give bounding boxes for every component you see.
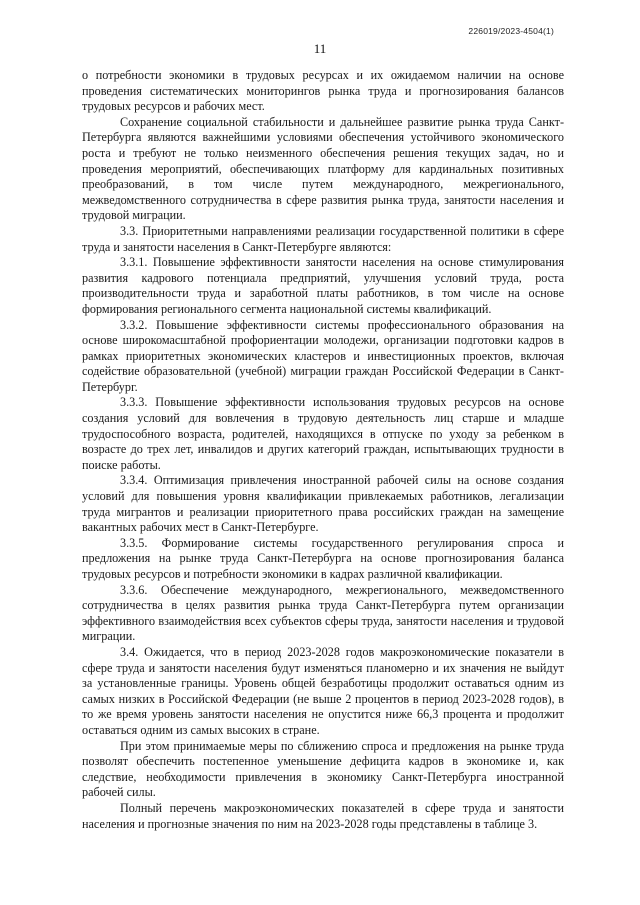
paragraph-table-reference: Полный перечень макроэкономических показателей в сфере труда и занятости населения и прогнозные значения по ним на 2023-2028 годы представлены в таблице 3.	[82, 800, 564, 831]
paragraph-3-3-6: 3.3.6. Обеспечение международного, межрегионального, межведомственного сотрудничества в целях развития рынка труда Санкт-Петербурга путем организации эффективного взаимодействия всех субъектов сферы труда, занятости населения и трудовой миграции.	[82, 582, 564, 644]
paragraph-3-3-3: 3.3.3. Повышение эффективности использования трудовых ресурсов на основе создания условий для вовлечения в трудовую деятельность лиц старше и младше трудоспособного возраста, родителей, находящихся в отпуске по уходу за ребенком в возрасте до трех лет, инвалидов и других категорий граждан, испытывающих трудности в поиске работы.	[82, 395, 564, 472]
paragraph-3-3-5: 3.3.5. Формирование системы государственного регулирования спроса и предложения на рынке труда Санкт-Петербурга на основе прогнозирования баланса трудовых ресурсов и потребности экономики в кадрах различной квалификации.	[82, 535, 564, 581]
paragraph-social-stability: Сохранение социальной стабильности и дальнейшее развитие рынка труда Санкт-Петербурга являются важнейшими условиями обеспечения устойчивого экономического роста и требуют не только неизменного обеспечения решения текущих задач, но и проведения мероприятий, обеспечивающих платформу для кардинальных позитивных преобразований, в том числе путем международного, межрегионального, межведомственного сотрудничества в сфере развития рынка труда, занятости населения и трудовой миграции.	[82, 114, 564, 223]
page-number: 11	[313, 41, 327, 56]
document-body	[82, 68, 564, 832]
paragraph-3-3-2: 3.3.2. Повышение эффективности системы профессионального образования на основе широкомасштабной профориентации молодежи, организации подготовки кадров в рамках приоритетных экономических кластеров и инвестиционных проектов, включая содействие образовательной (учебной) миграции граждан Российской Федерации в Санкт-Петербург.	[82, 317, 564, 394]
paragraph-measures: При этом принимаемые меры по сближению спроса и предложения на рынке труда позволят обеспечить постепенное уменьшение дефицита кадров в экономике и, как следствие, необходимости привлечения в экономику Санкт-Петербурга иностранной рабочей силы.	[82, 738, 564, 800]
paragraph-3-3: 3.3. Приоритетными направлениями реализации государственной политики в сфере труда и занятости населения в Санкт-Петербурге являются:	[82, 223, 564, 254]
paragraph-3-3-1: 3.3.1. Повышение эффективности занятости населения на основе стимулирования развития кадрового потенциала предприятий, улучшения условий труда, роста производительности труда и заработной платы работников, в том числе на основе формирования регионального сегмента национальной системы квалификаций.	[82, 255, 564, 316]
paragraph-continuation: о потребности экономики в трудовых ресурсах и их ожидаемом наличии на основе проведения систематических мониторингов рынка труда и прогнозирования балансов трудовых ресурсов и рабочих мест.	[82, 68, 564, 114]
paragraph-3-3-4: 3.3.4. Оптимизация привлечения иностранной рабочей силы на основе создания условий для повышения уровня квалификации привлекаемых работников, легализации труда мигрантов и реализации приоритетного права российских граждан на замещение вакантных рабочих мест в Санкт-Петербурге.	[82, 473, 564, 535]
document-registration-number: 226019/2023-4504(1)	[468, 26, 554, 36]
paragraph-3-4: 3.4. Ожидается, что в период 2023-2028 годов макроэкономические показатели в сфере труда и занятости населения будут изменяться планомерно и их значения не выйдут за установленные границы. Уровень общей безработицы продолжит оставаться одним из самых низких в Российской Федерации (не выше 2 процентов в период 2023-2028 годов), в то же время уровень занятости населения не опустится ниже 66,3 процента и продолжит оставаться одним из самых высоких в стране.	[82, 644, 564, 737]
